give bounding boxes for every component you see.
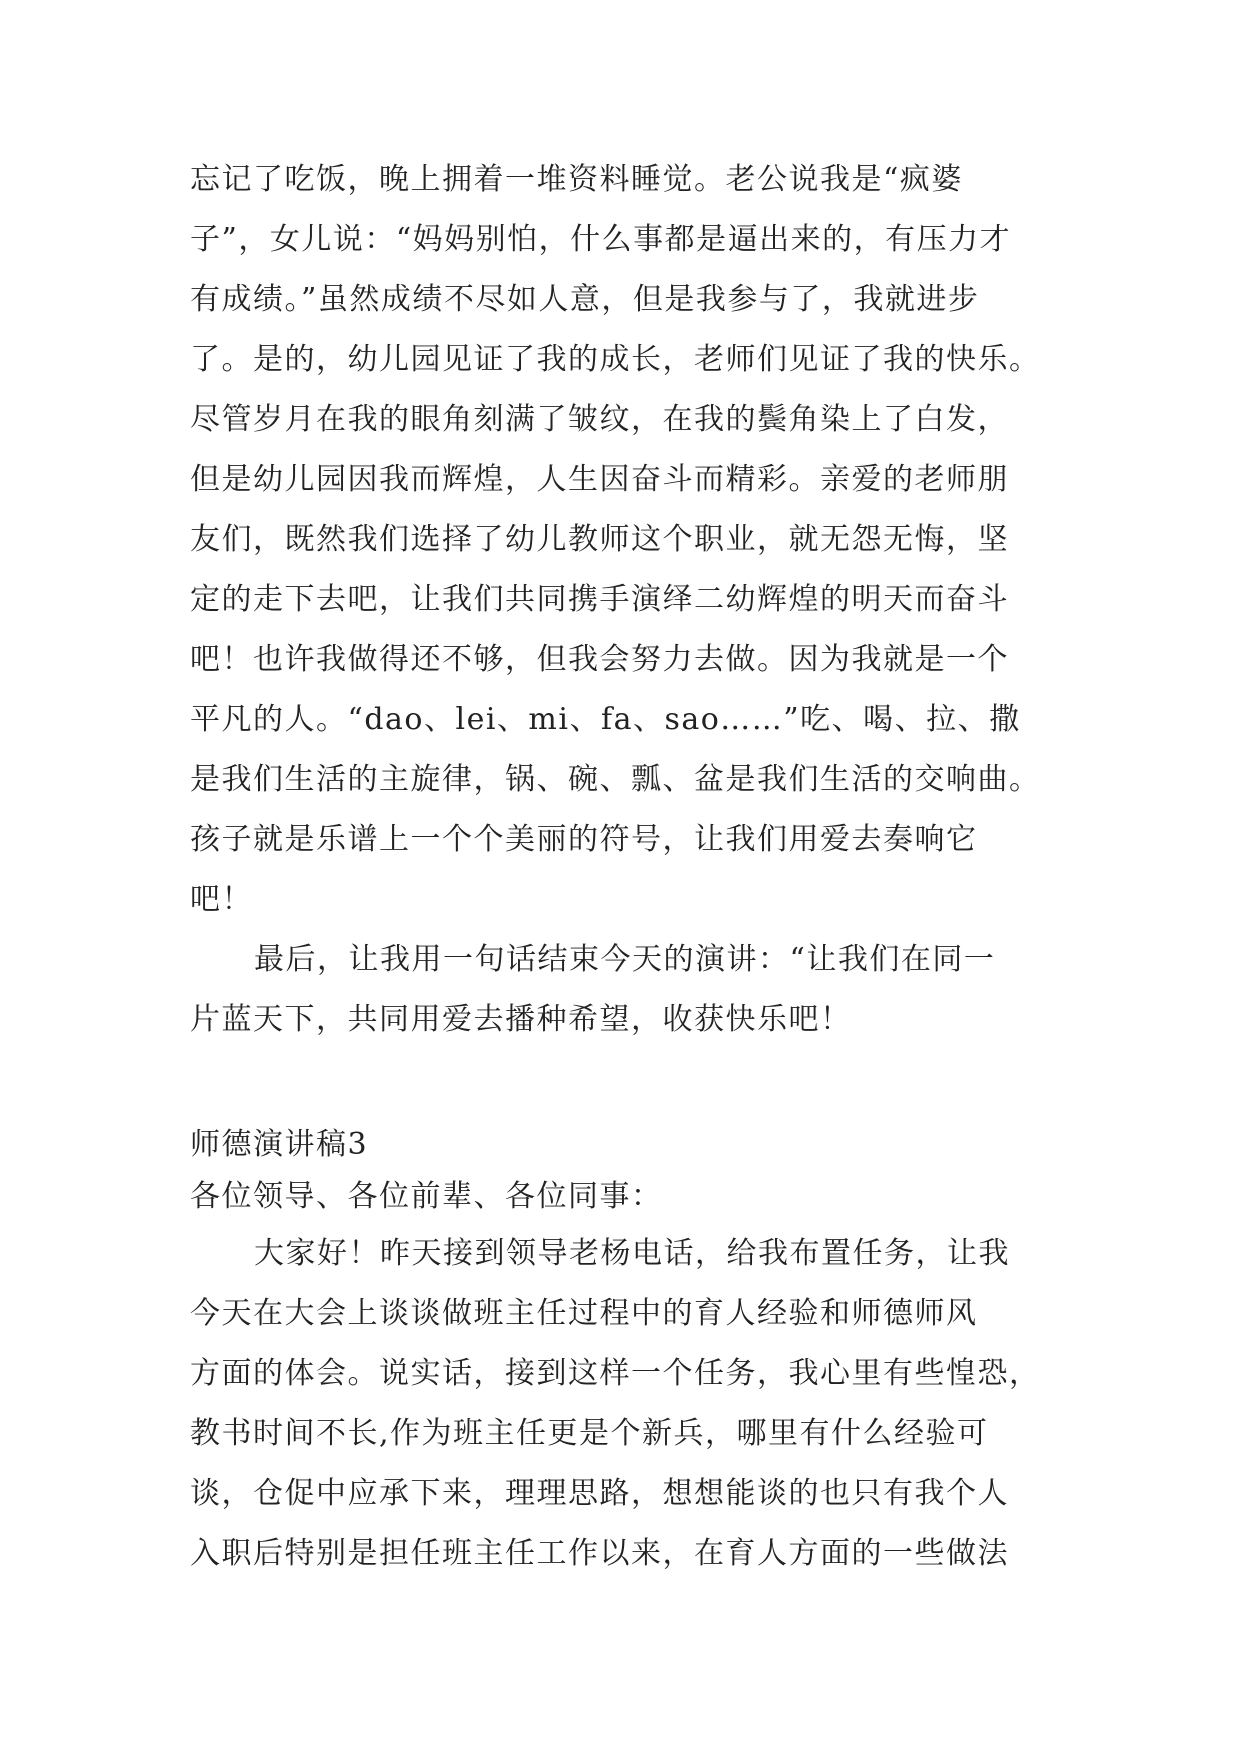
section-heading: 师德演讲稿3 — [190, 1127, 369, 1162]
text-line: 大家好！昨天接到领导老杨电话，给我布置任务，让我 — [254, 1236, 1010, 1271]
text-line: 尽管岁月在我的眼角刻满了皱纹，在我的鬓角染上了白发， — [190, 402, 1009, 437]
section-spacer — [190, 1050, 1052, 1120]
text-line: 友们，既然我们选择了幼儿教师这个职业，就无怨无悔，坚 — [190, 522, 1009, 557]
text-line: 吧！也许我做得还不够，但我会努力去做。因为我就是一个 — [190, 642, 1009, 677]
paragraph-closing — [190, 930, 1052, 1050]
text-line: 孩子就是乐谱上一个个美丽的符号，让我们用爱去奏响它 — [190, 822, 978, 857]
document-body — [190, 150, 1052, 1584]
text-line: 忘记了吃饭，晚上拥着一堆资料睡觉。老公说我是“疯婆 — [190, 162, 963, 197]
text-line: 定的走下去吧，让我们共同携手演绎二幼辉煌的明天而奋斗 — [190, 582, 1009, 617]
text-line: 教书时间不长,作为班主任更是个新兵，哪里有什么经验可 — [190, 1416, 989, 1451]
text-line: 片蓝天下，共同用爱去播种希望，收获快乐吧！ — [190, 1002, 852, 1037]
text-line: 了。是的，幼儿园见证了我的成长，老师们见证了我的快乐。 — [190, 342, 1041, 377]
text-line: 但是幼儿园因我而辉煌，人生因奋斗而精彩。亲爱的老师朋 — [190, 462, 1009, 497]
paragraph-speech — [190, 1224, 1052, 1584]
text-line: 谈，仓促中应承下来，理理思路，想想能谈的也只有我个人 — [190, 1476, 1009, 1511]
text-line: 有成绩。”虽然成绩不尽如人意，但是我参与了，我就进步 — [190, 282, 980, 317]
salutation: 各位领导、各位前辈、各位同事： — [190, 1179, 663, 1214]
text-line: 是我们生活的主旋律，锅、碗、瓢、盆是我们生活的交响曲。 — [190, 762, 1041, 797]
text-line: 入职后特别是担任班主任工作以来，在育人方面的一些做法 — [190, 1536, 1009, 1571]
text-line: 吧！ — [190, 882, 253, 917]
text-line: 最后，让我用一句话结束今天的演讲：“让我们在同一 — [254, 942, 996, 977]
paragraph-continued — [190, 150, 1052, 930]
text-line: 子”，女儿说：“妈妈别怕，什么事都是逼出来的，有压力才 — [190, 222, 1012, 257]
text-line: 平凡的人。“dao、lei、mi、fa、sao……”吃、喝、拉、撒 — [190, 702, 1021, 737]
text-line: 方面的体会。说实话，接到这样一个任务，我心里有些惶恐， — [190, 1356, 1041, 1391]
text-line: 今天在大会上谈谈做班主任过程中的育人经验和师德师风 — [190, 1296, 978, 1331]
